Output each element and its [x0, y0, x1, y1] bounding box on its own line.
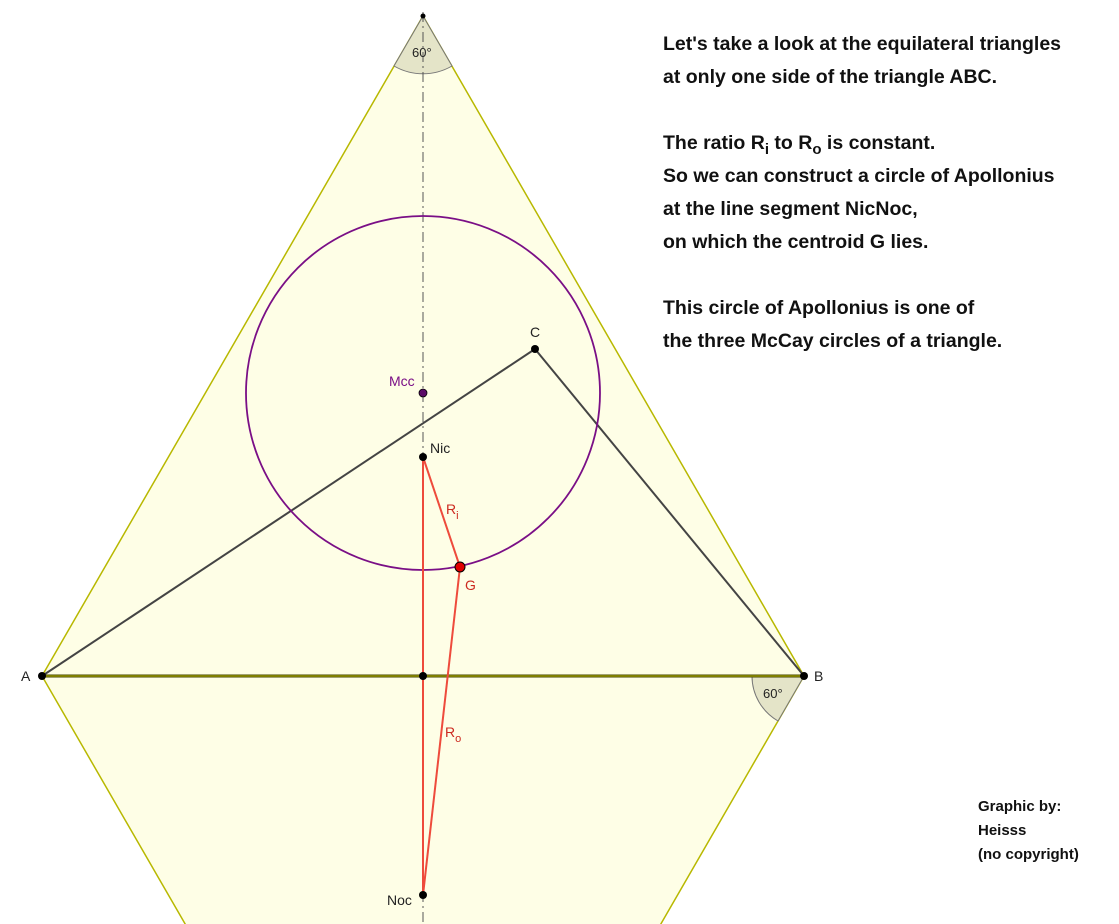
label-b: B — [814, 668, 824, 684]
label-nic: Nic — [430, 440, 451, 456]
point-midpoint-ab — [419, 672, 427, 680]
credit-line-3: (no copyright) — [978, 846, 1079, 863]
point-nic — [419, 453, 427, 461]
credit-block — [978, 795, 1079, 867]
label-top-angle: 60° — [412, 45, 432, 60]
explanation-line-3: The ratio $R_i$ to $R_o$ is constant. — [663, 132, 936, 158]
explanation-line-8: the three McCay circles of a triangle. — [663, 330, 1003, 352]
point-a — [38, 672, 46, 680]
explanation-text — [663, 28, 1113, 358]
explanation-line-5: at the line segment NicNoc, — [663, 198, 918, 220]
label-g: G — [465, 577, 476, 593]
credit-line-1: Graphic by: — [978, 798, 1062, 815]
explanation-line-2: at only one side of the triangle ABC. — [663, 66, 998, 88]
explanation-line-6: on which the centroid G lies. — [663, 231, 929, 253]
point-g — [455, 562, 465, 572]
label-c: C — [530, 324, 541, 340]
label-mcc: Mcc — [389, 373, 415, 389]
label-ri: $R_i$ — [446, 501, 459, 522]
point-mcc — [419, 389, 427, 397]
point-b — [800, 672, 808, 680]
point-apex — [421, 14, 426, 19]
point-c — [531, 345, 539, 353]
credit-line-2: Heisss — [978, 822, 1027, 839]
explanation-line-7: This circle of Apollonius is one of — [663, 297, 975, 319]
point-noc — [419, 891, 427, 899]
label-right-angle: 60° — [763, 686, 783, 701]
explanation-line-1: Let's take a look at the equilateral triangles — [663, 33, 1062, 55]
label-noc: Noc — [387, 892, 412, 908]
label-a: A — [21, 668, 31, 684]
label-ro: $R_o$ — [445, 724, 462, 745]
explanation-line-4: So we can construct a circle of Apollonius — [663, 165, 1055, 187]
